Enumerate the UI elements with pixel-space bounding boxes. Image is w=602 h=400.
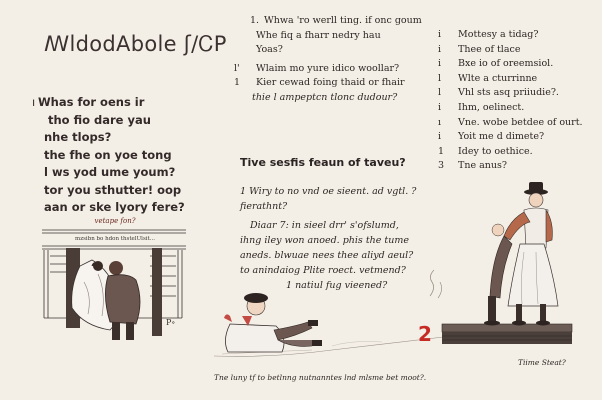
list-number: i xyxy=(438,131,442,143)
center-top-questions xyxy=(234,14,442,105)
list-item xyxy=(438,72,598,87)
question-number: l' xyxy=(234,62,240,74)
list-number: 1 xyxy=(438,145,445,157)
list-text: Vhl sts asq priiudie?. xyxy=(458,87,559,99)
section-heading: Tive sesfis feaun of taveu? xyxy=(240,156,406,169)
illustration-mark: P∘ xyxy=(166,318,176,327)
list-item xyxy=(438,28,598,43)
question-text: Wlaim mo yure idico woollar? xyxy=(256,62,400,74)
list-item xyxy=(438,43,598,58)
left-question-line: the fhe on yoe tong xyxy=(44,147,172,162)
list-item xyxy=(438,57,598,72)
left-question-line: aan or ske lyory fere? xyxy=(44,200,185,214)
list-item xyxy=(438,159,598,174)
list-item xyxy=(438,86,598,101)
question-text: Whe fiq a fharr nedry hau xyxy=(256,29,381,41)
bullet-marker: ı xyxy=(32,95,36,109)
list-item xyxy=(438,101,598,116)
bottom-caption: Tne luny tf to betlnng nutnanntes lnd mlsme bet moot?. xyxy=(214,373,427,382)
question-row xyxy=(234,62,442,77)
list-number: ı xyxy=(438,116,442,128)
section-line: Diaar 7: in sieel drr' s'ofslumd, xyxy=(250,220,399,231)
list-item xyxy=(438,116,598,131)
list-text: Yoit me d dimete? xyxy=(458,131,545,143)
list-number: 3 xyxy=(438,160,445,172)
left-question-line: l ws yod ume youm? xyxy=(44,165,176,179)
window-scene-illustration xyxy=(40,226,190,348)
page-number: 2 xyxy=(418,322,432,346)
question-row xyxy=(252,91,442,106)
question-text: thie l ampeptcn tlonc dudour? xyxy=(252,91,398,103)
illustration-caption: vetape fon? xyxy=(94,217,136,225)
illustration-subcaption: mzsibn bo hdon thstelUlsit... xyxy=(75,236,155,242)
list-number: l xyxy=(438,87,442,99)
list-number: i xyxy=(438,101,442,113)
right-numbered-list xyxy=(438,28,598,174)
question-row xyxy=(252,43,442,58)
list-text: Ihm, oelinect. xyxy=(458,101,525,113)
list-text: Bxe io of oreemsiol. xyxy=(458,58,554,70)
list-number: i xyxy=(438,29,442,40)
section-line: to anindaiog Plite roect. vetmend? xyxy=(240,265,406,276)
question-number: 1 xyxy=(234,77,241,88)
left-question-line: nhe tlops? xyxy=(44,130,112,144)
section-line: ihng iley won anoed. phis the tume xyxy=(240,235,409,246)
list-item xyxy=(438,145,598,160)
list-text: Wlte a cturrinne xyxy=(458,72,538,84)
left-question-block xyxy=(32,94,188,217)
list-text: Thee of tlace xyxy=(458,43,521,55)
section-line: aneds. blwuae nees thee aliyd aeul? xyxy=(240,250,414,261)
question-text: Whwa 'ro werll ting. if onc goum xyxy=(264,15,422,26)
question-number: 1. xyxy=(250,15,260,26)
list-text: Idey to oethice. xyxy=(458,145,533,157)
figure-caption: Tiime Steat? xyxy=(518,358,566,367)
list-text: Tne anus? xyxy=(458,160,507,172)
question-row xyxy=(252,29,442,44)
left-question-line: tho fio dare yau xyxy=(48,112,151,127)
section-line: 1 Wiry to no vnd oe sieent. ad vgtl. ? xyxy=(240,186,417,197)
question-row xyxy=(234,76,442,91)
dancing-couple-illustration xyxy=(428,178,588,348)
list-text: Vne. wobe betdee of ourt. xyxy=(458,116,583,128)
question-text: Yoas? xyxy=(256,44,283,55)
section-body xyxy=(240,184,450,293)
section-line: 1 natiul fug vieened? xyxy=(286,280,388,291)
left-question-line: tor you sthutter! oop xyxy=(44,182,182,197)
list-number: i xyxy=(438,43,442,55)
list-number: i xyxy=(438,58,442,70)
list-text: Mottesy a tidag? xyxy=(458,29,539,40)
question-text: Kier cewad foing thaid or fhair xyxy=(256,77,405,88)
section-line: fierathnt? xyxy=(240,201,288,212)
left-question-line: Whas for oens ir xyxy=(38,95,145,109)
page-title: ꟿldodAbole ʃ/ᏟP xyxy=(44,32,227,56)
list-number: l xyxy=(438,72,442,84)
question-row xyxy=(252,14,442,29)
list-item xyxy=(438,130,598,145)
